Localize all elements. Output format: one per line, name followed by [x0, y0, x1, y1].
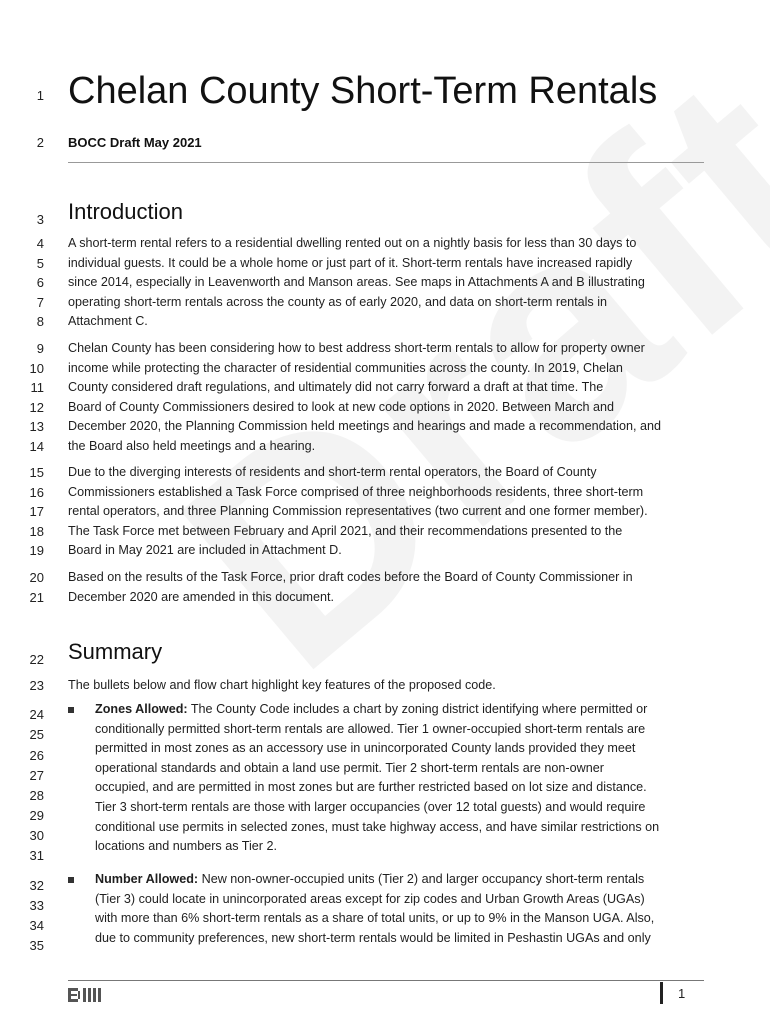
- line-number: 32: [29, 878, 44, 893]
- introduction-heading: Introduction: [68, 199, 183, 224]
- line-number: 25: [29, 727, 44, 742]
- page-number-bar: [660, 982, 663, 1004]
- line-number: 18: [29, 524, 44, 539]
- text-line: Due to the diverging interests of residents and short-term rental operators, the Board of County: [68, 465, 597, 479]
- text-line: Board in May 2021 are included in Attachment D.: [68, 543, 342, 558]
- line-number: 29: [29, 808, 44, 823]
- bullet-marker: [68, 707, 74, 713]
- line-number: 3: [36, 212, 44, 227]
- text-line: The bullets below and flow chart highlight key features of the proposed code.: [68, 678, 496, 692]
- bullet-first-line: New non-owner-occupied units (Tier 2) and larger occupancy short-term rentals: [198, 872, 645, 886]
- text-line: individual guests. It could be a whole home or just part of it. Short-term rentals have increased rapidly: [68, 255, 633, 270]
- text-line: Attachment C.: [68, 314, 148, 329]
- text-line: Board of County Commissioners desired to look at new code options in 2020. Between March and: [68, 399, 615, 414]
- line-number: 21: [29, 590, 44, 605]
- line-number: 2: [36, 135, 44, 150]
- text-line: [95, 700, 707, 720]
- text-line: rental operators, and three Planning Commission representatives (two current and one former member).: [68, 504, 648, 519]
- text-line: Tier 3 short-term rentals are those with larger occupancies (over 12 total guests) and would require: [95, 799, 646, 814]
- text-line: occupied, and are permitted in most zones but are further restricted based on lot size and distance.: [95, 780, 647, 795]
- line-number: 24: [29, 707, 44, 722]
- text-line: The Task Force met between February and April 2021, and their recommendations presented to the: [68, 523, 623, 538]
- line-number: 26: [29, 748, 44, 763]
- intro-paragraph-4: [68, 568, 708, 607]
- text-line: Commissioners established a Task Force comprised of three neighborhoods residents, three short-term: [68, 484, 644, 499]
- line-number: 31: [29, 848, 44, 863]
- document-title: Chelan County Short-Term Rentals: [68, 70, 658, 112]
- text-line: December 2020 are amended in this document.: [68, 589, 335, 604]
- line-number: 5: [36, 256, 44, 271]
- text-line: A short-term rental refers to a residential dwelling rented out on a nightly basis for less than 30 days to: [68, 236, 637, 250]
- text-line: conditionally permitted short-term rentals are allowed. Tier 1 owner-occupied short-term rentals are: [95, 721, 646, 736]
- line-number: 35: [29, 938, 44, 953]
- intro-paragraph-2: [68, 339, 708, 457]
- line-number: 14: [29, 439, 44, 454]
- line-number: 23: [29, 678, 44, 693]
- text-line: since 2014, especially in Leavenworth and Manson areas. See maps in Attachments A and B illustrating: [68, 275, 645, 290]
- text-line: Based on the results of the Task Force, prior draft codes before the Board of County Commissioner in: [68, 570, 633, 584]
- line-number: 7: [36, 295, 44, 310]
- intro-paragraph-3: [68, 463, 708, 561]
- bullet-label: Zones Allowed:: [95, 702, 188, 716]
- line-number: 8: [36, 314, 44, 329]
- text-line: with more than 6% short-term rentals as a share of total units, or up to 9% in the Manson UGA. Also,: [95, 911, 655, 926]
- text-line: locations and numbers as Tier 2.: [95, 839, 278, 854]
- line-number: 1: [36, 88, 44, 103]
- text-line: due to community preferences, new short-term rentals would be limited in Peshastin UGAs and only: [95, 930, 651, 945]
- title-divider: [68, 162, 704, 163]
- bullet-label: Number Allowed:: [95, 872, 199, 886]
- bullet-marker: [68, 877, 74, 883]
- summary-heading: Summary: [68, 639, 163, 664]
- text-line: County considered draft regulations, and ultimately did not carry forward a draft at that time. The: [68, 380, 604, 395]
- text-line: Chelan County has been considering how to best address short-term rentals to allow for property owner: [68, 341, 645, 355]
- line-number: 19: [29, 543, 44, 558]
- line-number: 12: [29, 400, 44, 415]
- line-number: 28: [29, 788, 44, 803]
- text-line: (Tier 3) could locate in unincorporated areas except for zip codes and Urban Growth Areas (UGAs): [95, 891, 645, 906]
- firm-logo-icon: [68, 986, 102, 1004]
- document-subtitle: BOCC Draft May 2021: [68, 135, 202, 150]
- line-number: 4: [36, 236, 44, 251]
- line-number: 22: [29, 652, 44, 667]
- line-number: 34: [29, 918, 44, 933]
- text-line: income while protecting the character of residential communities across the county. In 2019, Chelan: [68, 360, 623, 375]
- summary-intro: [68, 676, 708, 696]
- line-number: 27: [29, 768, 44, 783]
- line-number: 33: [29, 898, 44, 913]
- text-line: operational standards and obtain a land use permit. Tier 2 short-term rentals are non-owner: [95, 760, 604, 775]
- line-number: 11: [30, 380, 44, 395]
- text-line: conditional use permits in selected zones, must take highway access, and have similar restrictions on: [95, 819, 660, 834]
- bullet-zones-allowed: [95, 700, 707, 857]
- line-number: 30: [29, 828, 44, 843]
- bullet-first-line: The County Code includes a chart by zoning district identifying where permitted or: [187, 702, 648, 716]
- line-number: 10: [29, 361, 44, 376]
- line-number: 16: [29, 485, 44, 500]
- page-number: 1: [678, 986, 686, 1001]
- text-line: December 2020, the Planning Commission held meetings and hearings and made a recommendation, and: [68, 419, 661, 434]
- footer-divider: [68, 980, 704, 981]
- line-number: 13: [29, 419, 44, 434]
- text-line: [95, 870, 707, 890]
- text-line: permitted in most zones as an accessory use in unincorporated County lands provided they meet: [95, 741, 636, 756]
- bullet-number-allowed: [95, 870, 707, 948]
- line-number: 15: [29, 465, 44, 480]
- line-number: 17: [29, 504, 44, 519]
- line-number: 9: [36, 341, 44, 356]
- text-line: the Board also held meetings and a hearing.: [68, 438, 316, 453]
- line-number: 6: [36, 275, 44, 290]
- text-line: operating short-term rentals across the county as of early 2020, and data on short-term rentals in: [68, 294, 608, 309]
- line-number: 20: [29, 570, 44, 585]
- intro-paragraph-1: [68, 234, 708, 332]
